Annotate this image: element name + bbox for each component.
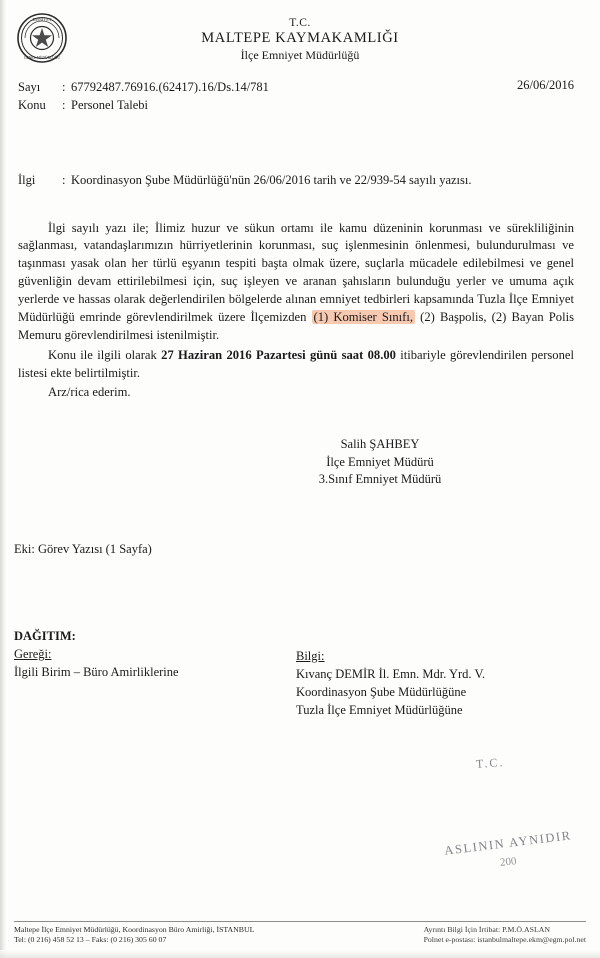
scan-edge-left <box>0 0 6 958</box>
konu-value: Personel Talebi <box>71 98 149 113</box>
footer-divider <box>14 921 586 922</box>
ilgi-text: Koordinasyon Şube Müdürlüğü'nün 26/06/2016 tarih ve 22/939-54 sayılı yazısı. <box>71 172 472 187</box>
stamp-number: 200 <box>499 855 518 869</box>
body-para2-bold: 27 Haziran 2016 Pazartesi günü saat 08.00 <box>161 347 396 362</box>
svg-text:EMNİYET: EMNİYET <box>32 17 52 22</box>
document-body <box>0 220 600 403</box>
distribution-block <box>0 627 600 747</box>
ilgi-colon: : <box>62 172 66 187</box>
footer-email: Polnet e-postası: istanbulmaltepe.ekm@egm.pol.net <box>423 935 586 945</box>
stamp-tc-text: T.C. <box>475 755 505 771</box>
header-department: İlçe Emniyet Müdürlüğü <box>240 47 360 62</box>
signer-title-1: İlçe Emniyet Müdürü <box>326 454 434 469</box>
footer-left <box>14 925 254 946</box>
svg-text:GENEL MÜDÜRLÜĞÜ: GENEL MÜDÜRLÜĞÜ <box>24 56 60 60</box>
distribution-right-subtitle: Bilgi: <box>296 649 325 664</box>
ilgi-label: İlgi <box>18 172 36 187</box>
document-header <box>0 0 600 62</box>
distribution-left-item-1: İlgili Birim – Büro Amirliklerine <box>14 665 179 680</box>
body-para2-part-a: Konu ile ilgili olarak <box>48 347 162 362</box>
konu-colon: : <box>62 98 66 113</box>
signer-name: Salih ŞAHBEY <box>340 437 420 452</box>
body-paragraph-1 <box>18 220 574 345</box>
distribution-right-item-2: Koordinasyon Şube Müdürlüğüne <box>296 685 467 700</box>
body-para1-part-a: İlgi sayılı yazı ile; İlimiz huzur ve sükun ortamı ile kamu düzeninin korunması ve sürekliliğinin sağlanması, vatandaşlarımızın hürriyetlerinin korunması, suç işlenmesinin önlenmesi, bulundurulması ve taşınması yasak olan her türlü eşyanın tespiti başta olmak üzere, suçlarla mücadele edilebilmesi ve genel güvenliğin devam ettirilebilmesi için, suç işleyen ve aranan şahısların bulunduğu yerler ve umuma açık yerlerde ve hassas olarak değerlendirilen bölgelerde alınan emniyet tedbirleri kapsamında Tuzla İlçe Emniyet Müdürlüğü emrinde görevlendirilmek üzere İlçemizden <box>18 220 574 324</box>
scan-edge-bottom <box>0 950 600 958</box>
distribution-title: DAĞITIM: <box>14 629 76 644</box>
footer-right <box>424 925 586 946</box>
meta-row-sayi <box>18 78 574 96</box>
document-footer <box>0 921 600 946</box>
distribution-right <box>296 647 485 720</box>
sayi-colon: : <box>62 80 66 95</box>
konu-label: Konu <box>18 98 46 113</box>
police-emblem-icon <box>16 12 68 64</box>
footer-phone: Tel: (0 216) 458 52 13 – Faks: (0 216) 305 60 07 <box>14 935 167 945</box>
closing-line: Arz/rica ederim. <box>48 385 131 400</box>
footer-address: Maltepe İlçe Emniyet Müdürlüğü, Koordinasyon Büro Amirliği, İSTANBUL <box>14 924 255 934</box>
body-para2-part-b: itibariyle görevlendirilen personel listesi ekte belirtilmiştir. <box>18 347 574 380</box>
header-tc: T.C. <box>289 17 311 29</box>
distribution-right-item-1: Kıvanç DEMİR İl. Emn. Mdr. Yrd. V. <box>296 667 485 682</box>
signer-title-2: 3.Sınıf Emniyet Müdürü <box>318 471 442 486</box>
highlighted-text: (1) Komiser Sınıfı, <box>313 309 414 324</box>
footer-contact: Ayrıntı Bilgi İçin İrtibat: P.M.Ö.ASLAN <box>423 924 550 934</box>
distribution-left <box>14 627 179 681</box>
sayi-label: Sayı <box>18 80 41 95</box>
stamp-certified-copy: ASLININ AYNIDIR <box>443 828 573 858</box>
document-date: 26/06/2016 <box>517 78 574 93</box>
header-institution: MALTEPE KAYMAKAMLIĞI <box>201 30 399 47</box>
footer-columns <box>14 925 586 946</box>
attachment-note: Eki: Görev Yazısı (1 Sayfa) <box>14 542 152 557</box>
sayi-value: 67792487.76916.(62417).16/Ds.14/781 <box>71 80 269 95</box>
meta-row-konu <box>18 96 574 114</box>
body-para1-part-b: (2) Başpolis, (2) Bayan Polis Memuru görevlendirilmesi istenilmiştir. <box>18 309 574 342</box>
distribution-right-item-3: Tuzla İlçe Emniyet Müdürlüğüne <box>296 703 463 718</box>
distribution-left-subtitle: Gereği: <box>14 647 52 662</box>
reference-line <box>0 173 600 188</box>
document-meta <box>0 78 600 114</box>
body-paragraph-2 <box>18 347 574 383</box>
signature-block <box>0 436 600 488</box>
